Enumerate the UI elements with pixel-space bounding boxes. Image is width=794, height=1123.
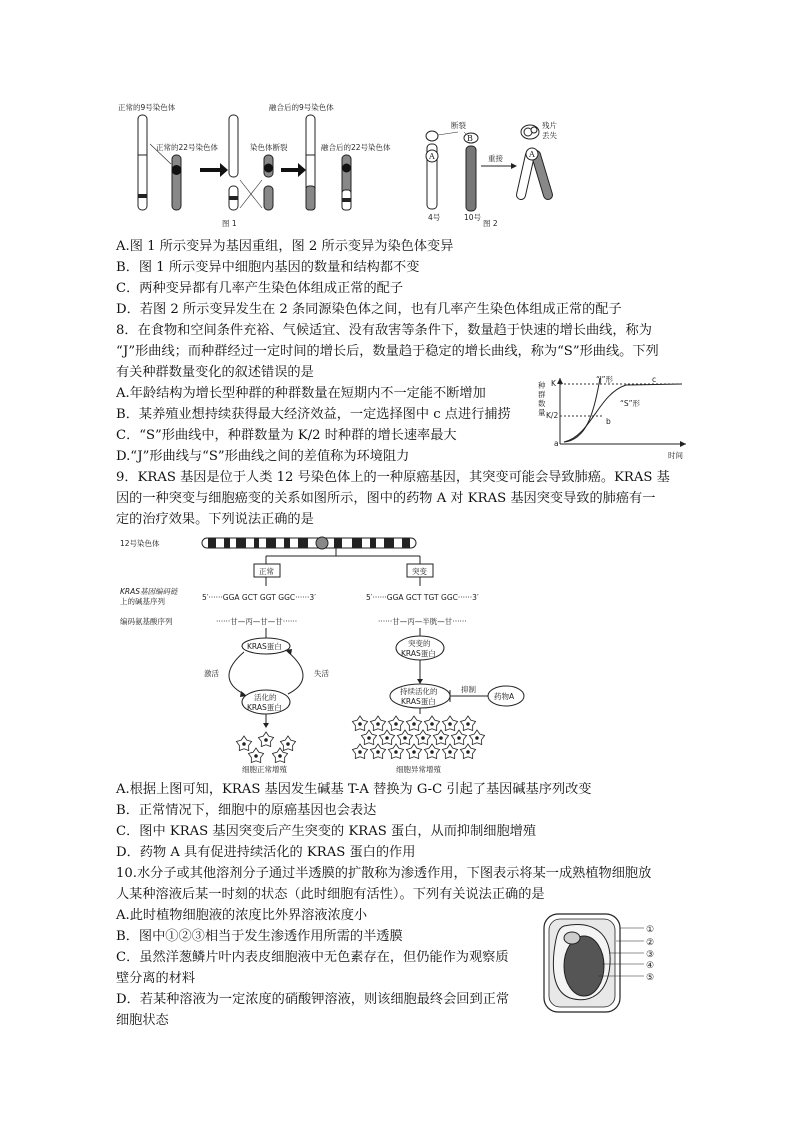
q8-stem-3: 有关种群数量变化的叙述错误的是	[116, 365, 314, 380]
fig-drug: 药物A	[494, 692, 515, 701]
fig-normal-label: 正常	[259, 567, 274, 576]
cell-nucleus	[394, 750, 398, 754]
cell-nucleus	[394, 722, 398, 726]
fig-mutant-label: 突变	[412, 567, 427, 576]
cell-nucleus	[278, 754, 282, 758]
cell-nucleus	[376, 750, 380, 754]
fig1-fused-chr22-label: 融合后的22号染色体	[321, 143, 391, 152]
j-curve	[564, 378, 600, 442]
q10-stem-2: 人某种溶液后某一时刻的状态（此时细胞有活性）。下列有关说法正确的是	[116, 887, 545, 902]
cell-nucleus	[430, 750, 434, 754]
cell-nucleus	[358, 722, 362, 726]
fig1-arrow-2	[281, 163, 306, 177]
cell-nucleus	[403, 736, 407, 740]
fig-chr12-label: 12号染色体	[120, 539, 160, 548]
fig2-seg-b: B	[467, 134, 473, 143]
cell-nucleus	[376, 722, 380, 726]
fig2-break-label: 断裂	[451, 121, 466, 130]
cell-nucleus	[412, 722, 416, 726]
q8-option-d: D.“J”形曲线与“S”形曲线之间的差值称为环境阻力	[116, 449, 410, 464]
cell-nucleus	[367, 736, 371, 740]
fig-inactivate: 失活	[314, 669, 329, 678]
cell-nucleus	[242, 742, 246, 746]
fig1-arrow-1	[200, 163, 228, 177]
q9-stem-2: 因的一种突变与细胞癌变的关系如图所示，图中的药物 A 对 KRAS 基因突变导致的肺癌有一	[116, 491, 656, 506]
fig2-chr4-label: 4号	[428, 213, 441, 222]
graph-k: K	[551, 379, 556, 388]
q9-option-c: C．图中 KRAS 基因突变后产生突变的 KRAS 蛋白，从而抑制细胞增殖	[116, 824, 537, 839]
cell-label-3: ③	[646, 950, 655, 960]
fig2-rejoin-label: 重接	[488, 154, 503, 163]
cell-nucleus	[358, 750, 362, 754]
chr12-ideogram	[202, 537, 416, 549]
cell-nucleus	[475, 736, 479, 740]
fig-mut-1: 突变的	[408, 639, 431, 648]
population-growth-graph	[536, 374, 694, 462]
fig2-lost-label-2: 丢失	[542, 131, 557, 140]
graph-j-label: “J”形	[596, 375, 614, 384]
fig-activate: 激活	[204, 669, 219, 678]
cell-label-1: ①	[646, 925, 655, 935]
q9-option-d: D．药物 A 具有促进持续活化的 KRAS 蛋白的作用	[116, 845, 416, 860]
fig2-fragment	[521, 125, 539, 139]
fig-inhibit: 抑制	[461, 685, 476, 694]
fig1-chr22-fused	[342, 155, 351, 210]
fig2-chr4	[426, 131, 438, 209]
fig1-chr9-broken	[229, 115, 238, 210]
fig-coding-label-2: 上的碱基序列	[120, 597, 165, 606]
q8-stem-2: “J”形曲线；而种群经过一定时间的增长后，数量趋于稳定的增长曲线，称为“S”形曲线。下列	[116, 344, 659, 359]
fig-persist-1: 持续活化的	[400, 687, 438, 696]
fig-aa-normal: ······甘—丙—甘—甘······	[216, 617, 298, 626]
graph-ylabel-3: 数	[538, 399, 546, 408]
fig2-chr10-label: 10号	[464, 213, 482, 222]
q7-option-b: B．图 1 所示变异中细胞内基因的数量和结构都不变	[116, 260, 420, 275]
cell-label-4: ④	[646, 961, 655, 971]
fig-abnormal-prolif: 细胞异常增殖	[396, 765, 441, 774]
fig1-caption: 图 1	[222, 219, 237, 228]
graph-ylabel-4: 量	[538, 408, 546, 417]
chromosome-figures	[116, 100, 586, 235]
cell-nucleus	[448, 750, 452, 754]
fig-normal-prolif: 细胞正常增殖	[242, 765, 287, 774]
fig-persist-2: KRAS蛋白	[401, 697, 436, 706]
fig2-recombined	[521, 148, 548, 195]
cell-nucleus	[286, 742, 290, 746]
cell-nucleus	[254, 754, 258, 758]
fig1-fused-chr9-label: 融合后的9号染色体	[269, 103, 334, 112]
kras-mechanism-figure	[116, 534, 526, 780]
fig1-chr9-fused	[306, 115, 315, 210]
abnormal-cells	[352, 716, 484, 759]
q7-option-c: C．两种变异都有几率产生染色体组成正常的配子	[116, 281, 404, 296]
graph-ylabel-1: 种	[538, 381, 546, 390]
q8-option-c: C．“S”形曲线中，种群数量为 K/2 时种群的增长速率最大	[116, 428, 457, 443]
cell-nucleus	[421, 736, 425, 740]
fig2-seg-a: A	[429, 152, 435, 161]
q8-option-a: A.年龄结构为增长型种群的种群数量在短期内不一定能不断增加	[116, 386, 486, 401]
plant-cell-figure	[540, 912, 670, 1014]
cell-nucleus	[466, 750, 470, 754]
fig1-normal-chr22-label: 正常的22号染色体	[156, 143, 219, 152]
q10-stem-1: 10.水分子或其他溶剂分子通过半透膜的扩散称为渗透作用，下图表示将某一成熟植物细胞放	[116, 866, 652, 881]
q10-option-b: B．图中①②③相当于发生渗透作用所需的半透膜	[116, 929, 403, 944]
svg-text:A: A	[529, 150, 535, 159]
graph-a: a	[554, 439, 559, 448]
q10-option-d-cont: 细胞状态	[116, 1013, 169, 1028]
vacuole	[564, 936, 604, 996]
graph-xlabel: 时间	[668, 451, 683, 460]
q9-option-b: B．正常情况下，细胞中的原癌基因也会表达	[116, 803, 377, 818]
fig1-normal-chr9-label: 正常的9号染色体	[118, 103, 176, 112]
fig-kras: KRAS蛋白	[247, 642, 282, 651]
fig2-caption: 图 2	[483, 219, 498, 228]
fig-seq-mutant: 5′······GGA GCT TGT GGC······3′	[366, 593, 479, 602]
fig1-break-label: 染色体断裂	[250, 143, 288, 152]
q10-option-a: A.此时植物细胞液的浓度比外界溶液浓度小	[116, 908, 368, 923]
fig1-chr22-normal	[172, 155, 182, 210]
q10-option-d: D．若某种溶液为一定浓度的硝酸钾溶液，则该细胞最终会回到正常	[116, 992, 510, 1007]
q7-option-d: D．若图 2 所示变异发生在 2 条同源染色体之间，也有几率产生染色体组成正常的配子	[116, 302, 622, 317]
q9-stem-1: 9．KRAS 基因是位于人类 12 号染色体上的一种原癌基因，其突变可能会导致肺癌。KRAS 基	[116, 470, 670, 485]
fig-activated-2: KRAS蛋白	[247, 703, 282, 712]
nucleus	[564, 932, 580, 944]
graph-b: b	[606, 417, 611, 426]
fig-aa-label: 编码氨基酸序列	[120, 617, 173, 626]
cell-nucleus	[457, 736, 461, 740]
graph-c: c	[652, 375, 657, 384]
cell-nucleus	[430, 722, 434, 726]
cell-nucleus	[466, 722, 470, 726]
fig2-lost-label-1: 残片	[542, 121, 557, 130]
fig-aa-mutant: ······甘—丙—半胱—甘······	[378, 617, 467, 626]
fig-mut-2: KRAS蛋白	[401, 649, 436, 658]
cell-nucleus	[385, 736, 389, 740]
graph-s-label: “S”形	[620, 399, 641, 408]
graph-ylabel-2: 群	[538, 390, 546, 399]
fig-coding-label-1: KRAS基因编码链	[120, 587, 178, 596]
cell-label-2: ②	[646, 938, 655, 948]
fig1-chr9-normal	[138, 115, 147, 210]
q10-option-c-cont: 壁分离的材料	[116, 971, 196, 986]
cell-nucleus	[264, 738, 268, 742]
cell-nucleus	[412, 750, 416, 754]
fig-activated-1: 活化的	[254, 693, 277, 702]
fig1-chr22-broken	[264, 155, 273, 210]
q9-option-a: A.根据上图可知，KRAS 基因发生碱基 T-A 替换为 G-C 引起了基因碱基序列改变	[116, 782, 592, 797]
cell-nucleus	[439, 736, 443, 740]
normal-cells	[236, 732, 295, 763]
cell-nucleus	[448, 722, 452, 726]
fig2-chr10	[464, 133, 478, 211]
q10-option-c: C．虽然洋葱鳞片叶内表皮细胞液中无色素存在，但仍能作为观察质	[116, 950, 509, 965]
cell-label-5: ⑤	[646, 973, 655, 983]
q9-stem-3: 定的治疗效果。下列说法正确的是	[116, 512, 314, 527]
q7-option-a: A.图 1 所示变异为基因重组，图 2 所示变异为染色体变异	[116, 239, 454, 254]
q8-option-b: B．某养殖业想持续获得最大经济效益，一定选择图中 c 点进行捕捞	[116, 407, 511, 422]
q8-stem-1: 8．在食物和空间条件充裕、气候适宜、没有敌害等条件下，数量趋于快速的增长曲线，称为	[116, 323, 652, 338]
fig-seq-normal: 5′······GGA GCT GGT GGC······3′	[202, 593, 316, 602]
graph-k2: K/2	[546, 411, 559, 420]
